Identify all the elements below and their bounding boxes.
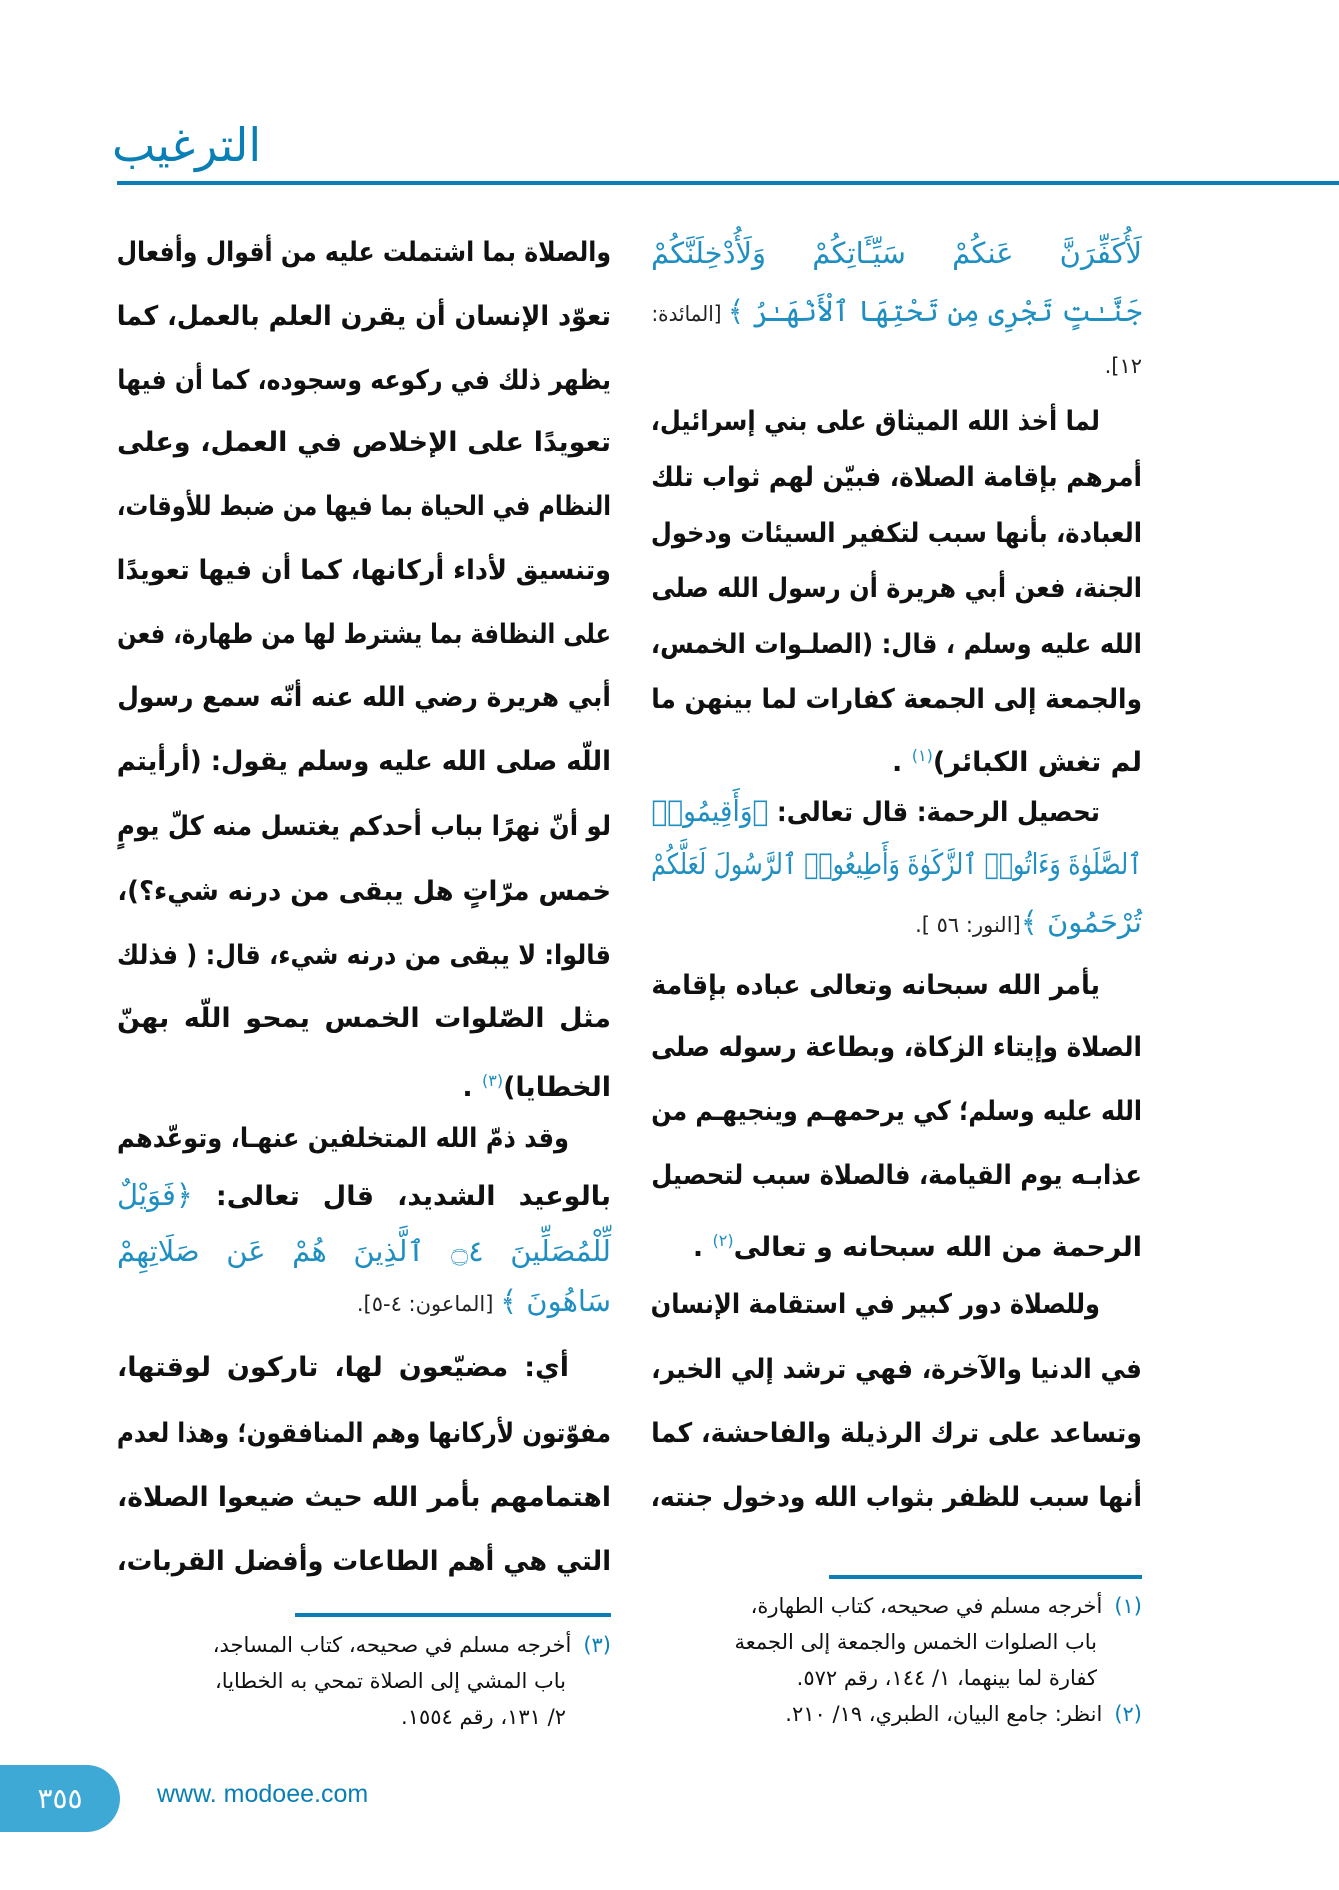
body-text: لم تغش الكبائر): [932, 747, 1142, 778]
body-text: لما أخذ الله الميثاق على بني إسرائيل،: [650, 406, 1100, 437]
body-text: أنها سبب للظفر بثواب الله ودخول جنته،: [650, 1482, 1142, 1513]
body-text: خمس مرّاتٍ هل يبقى من درنه شيء؟)،: [117, 876, 611, 907]
text-line: [651, 832, 1142, 896]
body-text: قالوا: لا يبقى من درنه شيء، قال: ( فذلك: [117, 940, 611, 971]
footnote-marker[interactable]: (٢): [712, 1231, 734, 1250]
footnote: [651, 1696, 1142, 1732]
text-line: [117, 730, 611, 794]
body-text: تعوّد الإنسان أن يقرن العلم بالعمل، كما: [116, 301, 611, 332]
footnote: [651, 1660, 1097, 1696]
body-text: والصلاة بما اشتملت عليه من أقوال وأفعال: [116, 237, 612, 268]
text-line: [651, 1144, 1142, 1208]
footnote: [117, 1699, 566, 1735]
text-line: [651, 1338, 1142, 1402]
body-text: وقد ذمّ الله المتخلفين عنهـا، وتوعّدهم: [117, 1123, 569, 1154]
body-text: يظهر ذلك في ركوعه وسجوده، كما أن فيها: [117, 365, 611, 396]
body-text: الجنة، فعن أبي هريرة أن رسول الله صلى: [651, 573, 1142, 604]
text-line: [117, 221, 611, 285]
footnote-marker[interactable]: (١): [911, 746, 933, 765]
website-link[interactable]: www. modoee.com: [157, 1780, 369, 1808]
footnote-text: انظر: جامع البيان، الطبري، ١٩/ ٢١٠.: [785, 1702, 1103, 1726]
quran-verse: ٱلصَّلَوٰةَ وَءَاتُوا۟ ٱلزَّكَوٰةَ وَأَطِيعُوا۟ ٱلرَّسُولَ لَعَلَّكُمْ: [651, 847, 1142, 881]
text-line: [651, 221, 1142, 285]
body-text: مثل الصّلوات الخمس يمحو اللّه بهنّ: [117, 1003, 611, 1034]
quran-verse: ﴿فَوَيْلٌ: [117, 1178, 193, 1212]
body-text: .: [892, 747, 912, 778]
verse-reference: [المائدة:: [651, 302, 728, 326]
body-text: الخطايا): [503, 1072, 611, 1103]
text-line: [651, 1402, 1142, 1466]
body-text: لو أنّ نهرًا بباب أحدكم يغتسل منه كلّ يومٍ: [117, 811, 611, 842]
text-line: [117, 1530, 611, 1594]
body-text: التي هي أهم الطاعات وأفضل القربات،: [116, 1546, 612, 1577]
body-text: يأمر الله سبحانه وتعالى عباده بإقامة: [651, 970, 1100, 1001]
body-text: وللصلاة دور كبير في استقامة الإنسان: [650, 1289, 1100, 1320]
quran-verse: ﴿وَأَقِيمُوا۟: [651, 794, 769, 828]
body-text: وتنسيق لأداء أركانها، كما أن فيها تعويدًا: [116, 555, 611, 586]
footnote-number: (٣): [583, 1633, 611, 1657]
text-line: [117, 1107, 569, 1171]
body-text: اللّه صلى الله عليه وسلم يقول: (أرأيتم: [116, 746, 612, 777]
body-text: النظام في الحياة بما فيها من ضبط للأوقات،: [116, 491, 611, 522]
footnote-separator-left: [295, 1613, 611, 1617]
verse-reference: [الماعون: ٤-٥].: [356, 1292, 501, 1316]
footnote-text: أخرجه مسلم في صحيحه، كتاب المساجد،: [212, 1633, 572, 1657]
text-line: [651, 1273, 1100, 1337]
footnote-text: أخرجه مسلم في صحيحه، كتاب الطهارة،: [750, 1594, 1103, 1618]
footnote-text: كفارة لما بينهما، ١/ ١٤٤، رقم ٥٧٢.: [796, 1666, 1097, 1690]
quran-verse: لِّلْمُصَلِّينَ ۝٤ ٱلَّذِينَ هُمْ عَن صَلَاتِهِمْ: [117, 1234, 611, 1268]
body-text: وتساعد على ترك الرذيلة والفاحشة، كما: [651, 1418, 1142, 1449]
footnote: [117, 1663, 566, 1699]
text-line: [117, 795, 611, 859]
footnote-separator-right: [829, 1575, 1142, 1579]
text-line: [117, 411, 611, 475]
body-text: .: [692, 1232, 713, 1263]
text-line: [117, 1336, 569, 1400]
text-line: [651, 1209, 1142, 1273]
body-text: بالوعيد الشديد، قال تعالى:: [192, 1181, 611, 1212]
body-text: في الدنيا والآخرة، فهي ترشد إلي الخير،: [651, 1354, 1142, 1385]
body-text: مفوّتون لأركانها وهم المنافقون؛ وهذا لعدم: [116, 1418, 611, 1449]
body-text: أبي هريرة رضي الله عنه أنّه سمع رسول: [117, 682, 611, 713]
text-line: [117, 285, 611, 349]
footnote-number: (١): [1114, 1594, 1142, 1618]
quran-verse: سَاهُونَ ﴾: [500, 1284, 611, 1318]
text-line: [651, 1080, 1142, 1144]
body-text: أي: مضيّعون لها، تاركون لوقتها،: [117, 1352, 569, 1383]
body-text: والجمعة إلى الجمعة كفارات لما بينهن ما: [651, 684, 1142, 715]
footnote-number: (٢): [1114, 1702, 1142, 1726]
text-line: [117, 1163, 611, 1227]
text-line: [117, 924, 611, 988]
text-line: [117, 475, 611, 539]
text-line: [651, 890, 1142, 954]
text-line: [117, 666, 611, 730]
text-line: [651, 668, 1142, 732]
body-text: تعويدًا على الإخلاص في العمل، وعلى: [117, 427, 611, 458]
body-text: الصلاة وإيتاء الزكاة، وبطاعة رسوله صلى: [651, 1032, 1142, 1063]
verse-reference: ١٢].: [1104, 354, 1142, 378]
text-line: [651, 1466, 1142, 1530]
body-text: الله عليه وسلم؛ كي يرحمهـم وينجيهـم من: [651, 1096, 1142, 1127]
quran-verse: تُرْحَمُونَ ﴾: [1020, 905, 1142, 939]
body-text: العبادة، بأنها سبب لتكفير السيئات ودخول: [650, 518, 1142, 549]
text-line: [117, 987, 611, 1051]
text-line: [651, 390, 1100, 454]
body-text: اهتمامهم بأمر الله حيث ضيعوا الصلاة،: [117, 1482, 612, 1513]
footnote: [117, 1627, 611, 1663]
footnote: [651, 1588, 1142, 1624]
header-rule: [117, 181, 1339, 185]
text-line: [117, 603, 611, 667]
body-text: على النظافة بما يشترط لها من طهارة، فعن: [117, 619, 612, 650]
footnote-text: ٢/ ١٣١، رقم ١٥٥٤.: [401, 1705, 566, 1729]
text-line: [117, 539, 611, 603]
text-line: [117, 1402, 611, 1466]
text-line: [117, 349, 611, 413]
text-line: [117, 1049, 611, 1113]
body-text: أمرهم بإقامة الصلاة، فبيّن لهم ثواب تلك: [651, 462, 1142, 493]
text-line: [651, 446, 1142, 510]
verse-reference: [النور: ٥٦ ].: [915, 913, 1021, 937]
quran-verse: لَأُكَفِّرَنَّ عَنكُمْ سَيِّـَٔاتِكُمْ وَلَأُدْخِلَنَّكُمْ: [651, 236, 1142, 270]
footnote-text: باب الصلوات الخمس والجمعة إلى الجمعة: [734, 1630, 1097, 1654]
text-line: [651, 954, 1100, 1018]
body-text: عذابـه يوم القيامة، فالصلاة سبب لتحصيل: [651, 1160, 1142, 1191]
body-text: الله عليه وسلم ، قال: (الصلـوات الخمس،: [650, 629, 1142, 660]
footnote-text: باب المشي إلى الصلاة تمحي به الخطايا،: [215, 1669, 566, 1693]
footnote-marker[interactable]: (٣): [481, 1071, 504, 1090]
body-text: .: [462, 1072, 482, 1103]
quran-verse: جَنَّـٰتٍ تَجْرِى مِن تَحْتِهَا ٱلْأَنْهَـٰرُ ﴾: [727, 294, 1142, 328]
chapter-title: الترغيب: [112, 118, 262, 172]
text-line: [117, 860, 611, 924]
text-line: [651, 333, 1142, 397]
page-number-badge: ٣٥٥: [0, 1765, 120, 1832]
text-line: [651, 557, 1142, 621]
footnote: [651, 1624, 1097, 1660]
body-text: الرحمة من الله سبحانه و تعالى: [733, 1232, 1142, 1263]
text-line: [117, 1269, 611, 1333]
body-text: تحصيل الرحمة: قال تعالى:: [768, 797, 1100, 828]
text-line: [651, 1016, 1142, 1080]
text-line: [117, 1466, 611, 1530]
